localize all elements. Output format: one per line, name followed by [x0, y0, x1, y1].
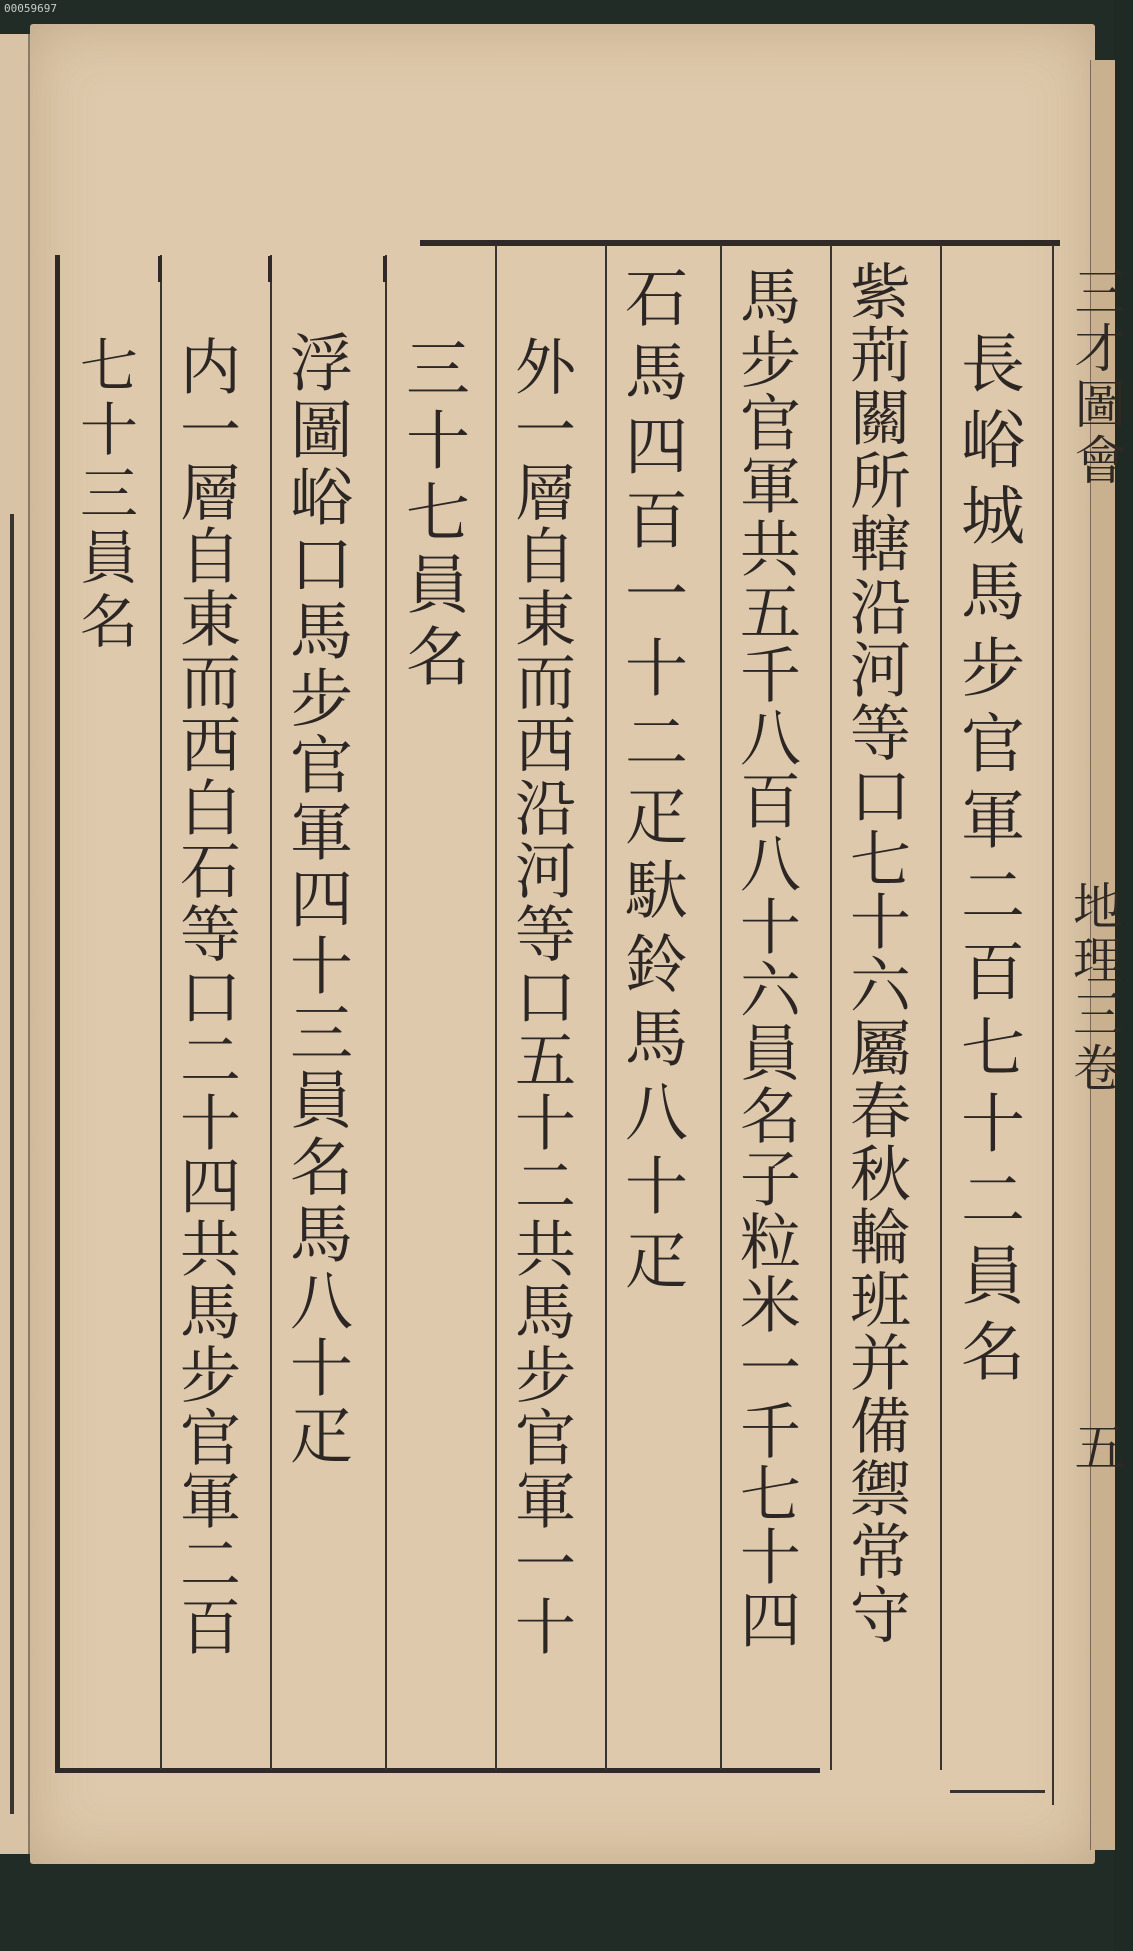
column-rule — [720, 245, 722, 1770]
text-column: 七十三員名 — [70, 335, 138, 655]
column-rule — [940, 245, 942, 1770]
previous-page-border — [10, 514, 14, 1814]
previous-page-edge — [0, 34, 30, 1854]
column-rule — [385, 255, 387, 1770]
column-rule — [605, 245, 607, 1770]
text-column: 三十七員名 — [395, 335, 469, 695]
frame-bottom-rule — [55, 1768, 820, 1773]
text-column: 内一層自東而西白石等口二十四共馬步官軍二百 — [170, 335, 241, 1658]
text-column: 紫荊關所轄沿河等口七十六屬春秋輪班并備禦常守 — [840, 260, 911, 1646]
folio-number: 五 — [1065, 1420, 1125, 1472]
section-label: 地理三卷 — [1065, 880, 1123, 1096]
book-title: 三才圖會 — [1065, 265, 1125, 489]
frame-top-rule — [420, 240, 1060, 246]
column-bracket-mark — [268, 256, 272, 282]
column-rule — [495, 245, 497, 1770]
column-rule — [160, 255, 162, 1770]
text-column: 馬步官軍共五千八百八十六員名子粒米一千七十四 — [730, 265, 801, 1651]
text-column: 外一層自東而西沿河等口五十二共馬步官軍一十 — [505, 335, 576, 1658]
column-rule — [270, 255, 272, 1770]
scan-id-label: 00059697 — [4, 2, 57, 15]
column-rule — [830, 245, 832, 1770]
frame-left-rule — [55, 255, 60, 1770]
column-bracket-mark — [383, 256, 387, 282]
column-bracket-mark — [158, 256, 162, 282]
margin-bottom-rule — [950, 1790, 1045, 1793]
text-column: 石馬四百一十二疋馱鈴馬八十疋 — [615, 265, 688, 1301]
text-column: 長峪城馬步官軍二百七十二員名 — [950, 330, 1024, 1394]
text-column: 浮圖峪口馬步官軍四十三員名馬八十疋 — [280, 330, 353, 1469]
margin-column-rule — [1052, 245, 1054, 1805]
